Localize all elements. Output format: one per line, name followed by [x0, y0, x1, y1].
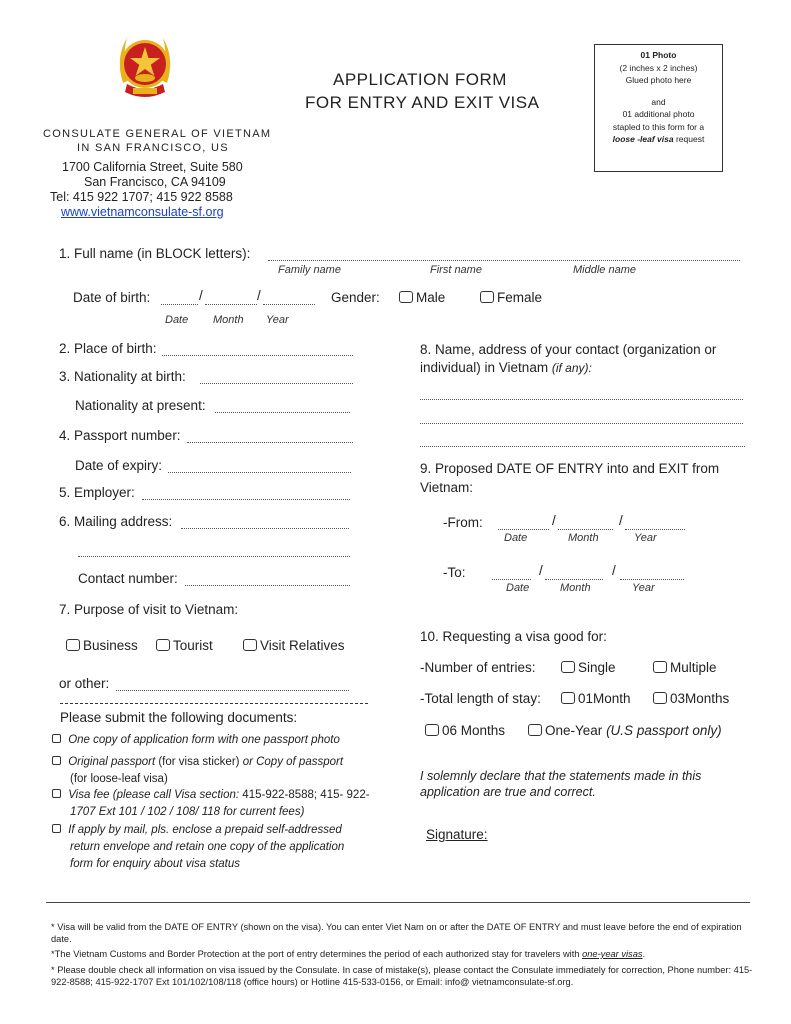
document-3-phones: 415-922-8588; 415- 922-: [239, 789, 370, 801]
six-months-checkbox[interactable]: [425, 724, 439, 736]
purpose-business-option[interactable]: [66, 638, 138, 653]
purpose-tourist-option[interactable]: [156, 638, 213, 653]
document-item-4: [52, 822, 382, 873]
entry-sep1: /: [552, 513, 556, 528]
document-3-ext: 1707 Ext 101 / 102 / 108/ 118 for current fees): [70, 806, 305, 818]
form-title-line1: APPLICATION FORM: [333, 70, 507, 89]
footer-note-2-one-year: one-year visas: [582, 949, 643, 959]
one-year-checkbox[interactable]: [528, 724, 542, 736]
contact-in-vietnam-field-3[interactable]: [420, 436, 745, 447]
document-item-3: [52, 787, 382, 821]
entry-month-caption: Month: [568, 532, 599, 544]
document-2-copy: or Copy of passport: [242, 756, 344, 768]
contact-in-vietnam-field-2[interactable]: [420, 413, 743, 424]
full-name-label: 1. Full name (in BLOCK letters):: [59, 246, 251, 261]
entries-single-option[interactable]: [561, 660, 616, 675]
mailing-address-label: 6. Mailing address:: [59, 514, 173, 529]
proposed-dates-label-line2: Vietnam:: [420, 480, 474, 495]
male-label: Male: [416, 290, 446, 305]
contact-in-vietnam-field-1[interactable]: [420, 389, 743, 400]
document-2-loose-leaf: (for loose-leaf visa): [70, 773, 168, 785]
declaration-line1: I solemnly declare that the statements made in this: [420, 769, 702, 783]
dob-year-caption: Year: [266, 314, 289, 326]
nationality-birth-field[interactable]: [200, 373, 353, 384]
contact-in-vietnam-text: individual) in Vietnam: [420, 360, 549, 375]
to-label: -To:: [443, 565, 466, 580]
place-of-birth-label: 2. Place of birth:: [59, 341, 157, 356]
document-1-text: One copy of application form with one passport photo: [68, 734, 340, 746]
single-label: Single: [578, 660, 616, 675]
exit-month-field[interactable]: [545, 569, 603, 580]
dob-date-caption: Date: [165, 314, 189, 326]
exit-date-caption: Date: [506, 582, 530, 594]
six-months-label: 06 Months: [442, 723, 506, 738]
document-item-2: [52, 754, 382, 788]
male-checkbox[interactable]: [399, 291, 413, 303]
nationality-present-label: Nationality at present:: [75, 398, 206, 413]
employer-label: 5. Employer:: [59, 485, 135, 500]
date-of-expiry-field[interactable]: [168, 462, 351, 473]
dob-day-field[interactable]: [161, 294, 198, 305]
document-4-checkbox[interactable]: [52, 824, 61, 833]
vietnam-emblem-icon: [113, 28, 177, 108]
middle-name-caption: Middle name: [573, 264, 636, 276]
document-3-checkbox[interactable]: [52, 789, 61, 798]
entry-year-field[interactable]: [625, 519, 685, 530]
employer-field[interactable]: [142, 489, 350, 500]
single-checkbox[interactable]: [561, 661, 575, 673]
document-2-sticker: (for visa sticker): [155, 756, 243, 768]
visit-relatives-checkbox[interactable]: [243, 639, 257, 651]
footer-note-3: * Please double check all information on visa issued by the Consulate. In case of mistake(s), please contact the Consulate immediately for correction, Phone number: 415-922-8588; 415-922-1707 Ext 101/102/108/118 (office hours) or Hotline 415-533-0156, or Email: info@ vietnamconsulate-sf.org.: [51, 965, 753, 987]
or-other-field[interactable]: [116, 680, 349, 691]
dob-sep2: /: [257, 288, 261, 303]
gender-female-option[interactable]: [480, 290, 542, 305]
gender-label: Gender:: [331, 290, 380, 305]
exit-sep1: /: [539, 563, 543, 578]
document-3-visa-fee: Visa fee (please call Visa section:: [68, 789, 240, 801]
number-of-entries-label: -Number of entries:: [420, 660, 536, 675]
consulate-name-line2: IN SAN FRANCISCO, US: [77, 142, 229, 154]
dob-label: Date of birth:: [73, 290, 151, 305]
proposed-dates-label-line1: 9. Proposed DATE OF ENTRY into and EXIT from: [420, 461, 720, 476]
requesting-visa-label: 10. Requesting a visa good for:: [420, 629, 607, 644]
multiple-checkbox[interactable]: [653, 661, 667, 673]
documents-heading: Please submit the following documents:: [60, 710, 298, 725]
total-length-label: -Total length of stay:: [420, 691, 541, 706]
passport-number-field[interactable]: [187, 432, 353, 443]
contact-in-vietnam-label-line1: 8. Name, address of your contact (organization or: [420, 342, 717, 357]
one-month-label: 01Month: [578, 691, 631, 706]
first-name-caption: First name: [430, 264, 482, 276]
photo-box-line3: Glued photo here: [625, 75, 692, 85]
exit-month-caption: Month: [560, 582, 591, 594]
business-checkbox[interactable]: [66, 639, 80, 651]
from-label: -From:: [443, 515, 483, 530]
consulate-address-line2: San Francisco, CA 94109: [84, 175, 226, 189]
document-4-line3: form for enquiry about visa status: [70, 858, 241, 870]
footer-note-1: * Visa will be valid from the DATE OF ENTRY (shown on the visa). You can enter Viet Nam on or after the DATE OF ENTRY and must leave before the end of expiration date.: [51, 922, 742, 944]
stay-6-months-option[interactable]: [425, 723, 505, 738]
consulate-name-line1: CONSULATE GENERAL OF VIETNAM: [43, 128, 272, 140]
exit-sep2: /: [612, 563, 616, 578]
footer-note-2-text: *The Vietnam Customs and Border Protection at the port of entry determines the period of each authorized stay for travelers with: [51, 949, 583, 959]
nationality-birth-label: 3. Nationality at birth:: [59, 369, 186, 384]
one-month-checkbox[interactable]: [561, 692, 575, 704]
photo-box-line4: and: [651, 96, 666, 107]
business-label: Business: [83, 638, 138, 653]
exit-year-field[interactable]: [620, 569, 684, 580]
document-item-1: [52, 732, 372, 749]
full-name-field[interactable]: [268, 250, 740, 261]
document-4-line1: If apply by mail, pls. enclose a prepaid self-addressed: [68, 824, 342, 836]
photo-box-request: request: [673, 134, 705, 144]
photo-placeholder-box: [594, 44, 723, 172]
document-1-checkbox[interactable]: [52, 734, 61, 743]
purpose-visit-relatives-option[interactable]: [243, 638, 345, 653]
if-any-caption: (if any):: [551, 361, 592, 375]
entry-date-field[interactable]: [498, 519, 549, 530]
entries-multiple-option[interactable]: [653, 660, 717, 675]
family-name-caption: Family name: [278, 264, 341, 276]
mailing-address-field-2[interactable]: [78, 546, 350, 557]
tourist-checkbox[interactable]: [156, 639, 170, 651]
footer-note-2-end: .: [642, 949, 646, 959]
declaration-line2: application are true and correct.: [420, 785, 596, 799]
gender-male-option[interactable]: [399, 290, 445, 305]
consulate-website-link[interactable]: www.vietnamconsulate-sf.org: [61, 205, 224, 219]
tourist-label: Tourist: [173, 638, 213, 653]
visit-relatives-label: Visit Relatives: [260, 638, 345, 653]
female-label: Female: [497, 290, 543, 305]
footer-divider: [46, 902, 750, 903]
entry-year-caption: Year: [634, 532, 657, 544]
document-2-checkbox[interactable]: [52, 756, 61, 765]
entry-sep2: /: [619, 513, 623, 528]
or-other-label: or other:: [59, 676, 110, 691]
dob-year-field[interactable]: [263, 294, 315, 305]
footer-note-2: [51, 948, 755, 960]
contact-in-vietnam-label-line2: [420, 360, 592, 375]
exit-year-caption: Year: [632, 582, 655, 594]
dob-sep1: /: [199, 288, 203, 303]
contact-number-label: Contact number:: [78, 571, 178, 586]
purpose-label: 7. Purpose of visit to Vietnam:: [59, 602, 239, 617]
photo-box-line5: 01 additional photo: [622, 109, 695, 119]
photo-box-loose-leaf: loose -leaf visa: [612, 134, 674, 144]
documents-divider: [60, 703, 368, 704]
passport-number-label: 4. Passport number:: [59, 428, 181, 443]
document-4-line2: return envelope and retain one copy of the application: [70, 841, 345, 853]
dob-month-caption: Month: [213, 314, 244, 326]
photo-box-line2: (2 inches x 2 inches): [619, 62, 698, 73]
photo-box-line1: 01 Photo: [640, 50, 677, 60]
signature-label: Signature:: [426, 827, 488, 842]
consulate-address-line1: 1700 California Street, Suite 580: [62, 160, 243, 174]
three-months-checkbox[interactable]: [653, 692, 667, 704]
entry-month-field[interactable]: [558, 519, 613, 530]
stay-1-year-option[interactable]: [528, 723, 722, 738]
place-of-birth-field[interactable]: [162, 345, 353, 356]
one-year-note: (U.S passport only): [606, 723, 722, 738]
multiple-label: Multiple: [670, 660, 717, 675]
nationality-present-field[interactable]: [215, 402, 350, 413]
contact-number-field[interactable]: [185, 575, 350, 586]
date-of-expiry-label: Date of expiry:: [75, 458, 163, 473]
consulate-phone: Tel: 415 922 1707; 415 922 8588: [50, 190, 233, 204]
stay-1-month-option[interactable]: [561, 691, 631, 706]
three-months-label: 03Months: [670, 691, 730, 706]
photo-box-line6: stapled to this form for a: [612, 121, 705, 132]
female-checkbox[interactable]: [480, 291, 494, 303]
exit-date-field[interactable]: [492, 569, 531, 580]
one-year-label: One-Year: [545, 723, 603, 738]
entry-date-caption: Date: [504, 532, 528, 544]
dob-month-field[interactable]: [205, 294, 257, 305]
form-title-line2: FOR ENTRY AND EXIT VISA: [305, 93, 540, 112]
document-2-original-passport: Original passport: [68, 756, 156, 768]
stay-3-months-option[interactable]: [653, 691, 729, 706]
mailing-address-field[interactable]: [181, 518, 349, 529]
